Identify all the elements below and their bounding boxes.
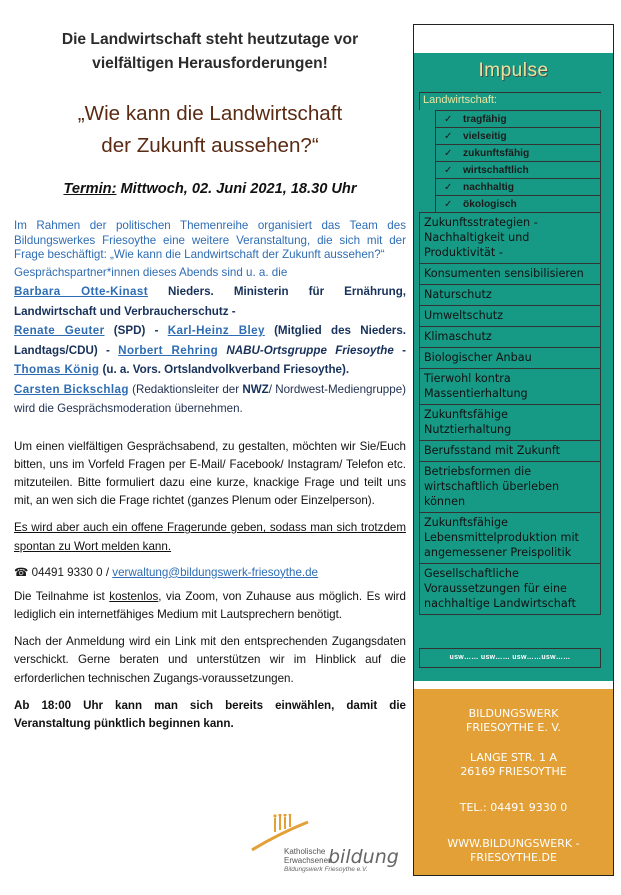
website[interactable]: FRIESOYTHE.DE — [470, 851, 557, 864]
topic-item: Gesellschaftliche Voraussetzungen für eine nachhaltige Landwirtschaft — [419, 563, 601, 615]
email-link[interactable]: verwaltung@bildungswerk-friesoythe.de — [112, 565, 319, 579]
guests-lead: Gesprächspartner*innen dieses Abends sind u. a. die — [14, 265, 288, 279]
guests-paragraph — [14, 263, 406, 419]
event-date — [14, 181, 406, 197]
termin-label: Termin: — [63, 181, 117, 197]
org-name: FRIESOYTHE E. V. — [466, 721, 561, 734]
topic-item: Naturschutz — [419, 284, 601, 305]
question-line-1: „Wie kann die Landwirtschaft — [77, 102, 343, 125]
check-item — [435, 110, 601, 127]
website[interactable]: WWW.BILDUNGSWERK - — [447, 837, 580, 850]
attribute-checklist — [419, 110, 601, 212]
check-item — [435, 127, 601, 144]
impulse-list-panel — [414, 88, 613, 681]
check-item — [435, 144, 601, 161]
topic-item: Klimaschutz — [419, 326, 601, 347]
usw-box: usw…… usw…… usw……usw…… — [419, 648, 601, 668]
guest-name: Thomas König — [14, 363, 100, 376]
check-item — [435, 178, 601, 195]
guest-role: (SPD) - — [104, 324, 168, 337]
logo-wordmark: bildung — [328, 846, 399, 868]
free-label: kostenlos — [109, 589, 159, 603]
participation-paragraph — [14, 588, 406, 624]
org-name: BILDUNGSWERK — [468, 707, 559, 720]
topic-item: Umweltschutz — [419, 305, 601, 326]
checkmark-icon: ✓ — [444, 182, 453, 193]
intro-line-1: Die Landwirtschaft steht heutzutage vor — [61, 31, 359, 48]
topic-item: Tierwohl kontra Massentierhaltung — [419, 368, 601, 404]
guest-org: NABU-Ortsgruppe Friesoythe — [218, 343, 394, 357]
event-question-title — [14, 98, 406, 162]
check-label: ökologisch — [463, 199, 517, 210]
check-label: vielseitig — [463, 131, 507, 142]
checkmark-icon: ✓ — [444, 199, 453, 210]
guest-role: (Redaktionsleiter der — [128, 382, 243, 396]
topic-item: Biologischer Anbau — [419, 347, 601, 368]
topic-list — [419, 212, 601, 615]
dial-in-paragraph: Ab 18:00 Uhr kann man sich bereits einwählen, damit die Veranstaltung pünktlich beginnen kann. — [14, 698, 406, 730]
questions-paragraph: Um einen vielfältigen Gesprächsabend, zu gestalten, möchten wir Sie/Euch bitten, uns im Vorfeld Fragen per E-Mail/ Facebook/ Instagram/ Telefon etc. mitzuteilen. Bitte formuliert dazu eine kurze, knackige Frage und teilt uns mit, an wen sich die Frage richtet (ganzes Plenum oder Einzelperson). — [14, 439, 406, 508]
guest-role-paper: NWZ — [242, 382, 269, 396]
street: LANGE STR. 1 A — [469, 751, 558, 764]
intro-paragraph: Im Rahmen der politischen Themenreihe organisiert das Team des Bildungswerkes Friesoythe eine weitere Veranstaltung, die sich mit der Frage beschäftigt: „Wie kann die Landwirtschaft der Zukunft aussehen?“ — [14, 219, 406, 261]
flyer-main-column — [14, 24, 406, 733]
check-label: tragfähig — [463, 114, 507, 125]
keb-logo — [248, 814, 398, 874]
contact-line — [14, 565, 406, 579]
guest-role: (Mitglied des Nieders. Landtags/CDU) - — [14, 324, 406, 357]
guest-role: / Nordwest-Mediengruppe) wird die Gesprächsmoderation übernehmen. — [14, 382, 407, 415]
phone-number: 04491 9330 0 / — [28, 565, 113, 579]
address-box — [414, 689, 613, 875]
check-label: wirtschaftlich — [463, 165, 529, 176]
guest-name: Barbara Otte-Kinast — [14, 285, 148, 298]
intro-heading — [14, 28, 406, 76]
check-label: zukunftsfähig — [463, 148, 530, 159]
sidebar-title-bar — [414, 53, 613, 88]
phone-icon: ☎ — [14, 565, 29, 579]
termin-value: Mittwoch, 02. Juni 2021, 18.30 Uhr — [116, 181, 357, 197]
landwirtschaft-label: Landwirtschaft: — [419, 92, 601, 110]
topic-item: Konsumenten sensibilisieren — [419, 263, 601, 284]
sidebar-title: Impulse — [478, 60, 549, 81]
checkmark-icon: ✓ — [444, 131, 453, 142]
guest-name: Carsten Bickschlag — [14, 382, 129, 396]
impulse-sidebar — [413, 24, 614, 876]
question-line-2: der Zukunft aussehen?“ — [101, 134, 319, 157]
topic-item: Betriebsformen die wirtschaftlich überleben können — [419, 461, 601, 512]
open-round-paragraph: Es wird aber auch ein offene Fragerunde geben, sodass man sich trotzdem spontan zu Wort melden kann. — [14, 521, 406, 553]
guest-name: Renate Geuter — [14, 324, 105, 337]
participation-text: , via Zoom, von Zuhause aus möglich. Es wird lediglich ein internetfähiges Medium mit Lautsprechern benötigt. — [14, 589, 406, 621]
checkmark-icon: ✓ — [444, 165, 453, 176]
telephone: TEL.: 04491 9330 0 — [459, 801, 568, 814]
topic-item: Zukunftsstrategien - Nachhaltigkeit und Produktivität - — [419, 212, 601, 263]
registration-paragraph: Nach der Anmeldung wird ein Link mit den entsprechenden Zugangsdaten verschickt. Gerne beraten und unterstützen wir im Hinblick auf die erforderlichen technischen Zugangs-voraussetzungen. — [14, 635, 406, 685]
check-label: nachhaltig — [463, 182, 514, 193]
checkmark-icon: ✓ — [444, 148, 453, 159]
check-item — [435, 195, 601, 212]
logo-text: Katholische Erwachsenen — [284, 847, 333, 865]
logo-subline: Bildungswerk Friesoythe e.V. — [284, 866, 368, 873]
guest-role: (u. a. Vors. Ortslandvolkverband Friesoythe). — [99, 363, 350, 376]
impulse-list — [419, 92, 601, 615]
guest-separator: - — [393, 343, 406, 357]
intro-line-2: vielfältigen Herausforderungen! — [92, 55, 328, 72]
participation-text: Die Teilnahme ist — [14, 589, 110, 603]
topic-item: Zukunftsfähige Lebensmittelproduktion mit angemessener Preispolitik — [419, 512, 601, 563]
guest-name: Norbert Rehring — [118, 343, 219, 357]
check-item — [435, 161, 601, 178]
guest-name: Karl-Heinz Bley — [167, 324, 265, 337]
checkmark-icon: ✓ — [444, 114, 453, 125]
city: 26169 FRIESOYTHE — [460, 765, 567, 778]
topic-item: Berufsstand mit Zukunft — [419, 440, 601, 461]
topic-item: Zukunftsfähige Nutztierhaltung — [419, 404, 601, 440]
guest-role: Nieders. Ministerin für Ernährung, Landwirtschaft und Verbraucherschutz - — [14, 285, 406, 318]
